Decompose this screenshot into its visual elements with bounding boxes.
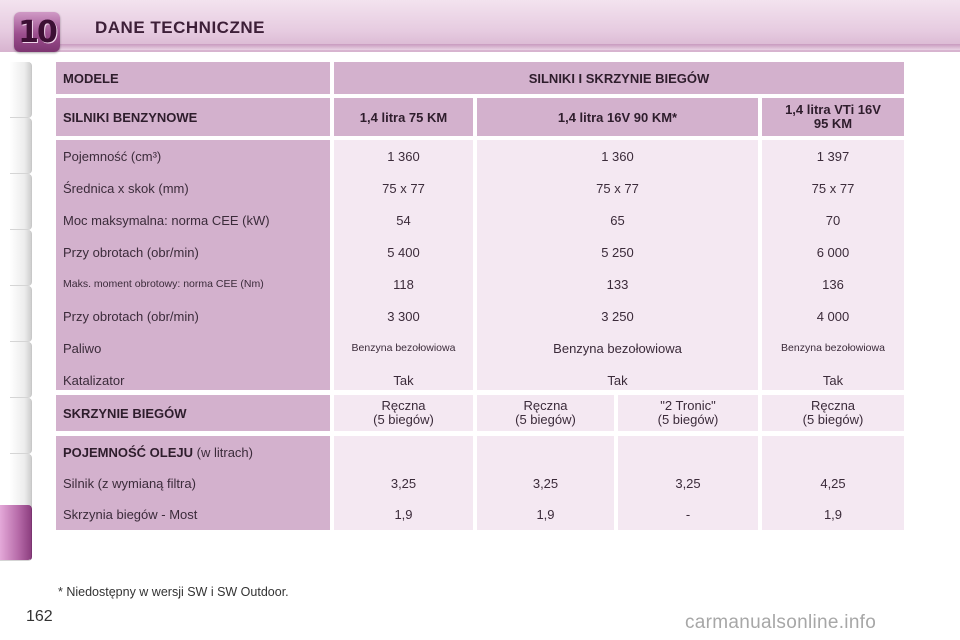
chapter-tab[interactable] — [10, 342, 32, 398]
chapter-tab[interactable] — [10, 174, 32, 230]
gearbox-value — [762, 395, 904, 431]
spec-values-engine-2 — [477, 140, 758, 390]
chapter-tab[interactable] — [10, 398, 32, 454]
oil-values-col-1 — [334, 436, 473, 530]
gearbox-type: Ręczna — [810, 398, 856, 413]
oil-capacity-block — [56, 436, 904, 530]
engine-column-3-line2: 95 KM — [813, 116, 853, 131]
oil-value: 4,25 — [820, 475, 846, 491]
spec-labels-column — [56, 140, 330, 390]
spec-label: Paliwo — [63, 340, 102, 356]
spec-value: 75 x 77 — [811, 180, 855, 196]
spec-label: Przy obrotach (obr/min) — [63, 244, 199, 260]
spec-value: Benzyna bezołowiowa — [553, 340, 682, 356]
chapter-tab[interactable] — [10, 230, 32, 286]
gearbox-type: "2 Tronic" — [660, 398, 716, 413]
engine-column-2: 1,4 litra 16V 90 KM* — [477, 98, 758, 136]
gearboxes-label: SKRZYNIE BIEGÓW — [56, 395, 330, 431]
oil-value: 3,25 — [390, 475, 417, 491]
spec-value: 1 360 — [387, 148, 420, 164]
gearbox-type: Ręczna — [381, 398, 426, 413]
spec-value: 5 400 — [387, 244, 420, 260]
oil-capacity-heading — [56, 436, 330, 468]
spec-label: Katalizator — [63, 372, 125, 388]
spec-value: 75 x 77 — [382, 180, 425, 196]
spec-values-engine-1 — [334, 140, 473, 390]
spec-value: Benzyna bezołowiowa — [781, 342, 885, 354]
oil-value: 1,9 — [536, 506, 555, 522]
engine-specs-block — [56, 140, 904, 390]
chapter-tab[interactable] — [10, 62, 32, 118]
spec-value: 3 300 — [387, 308, 420, 324]
spec-value: 1 397 — [816, 148, 850, 164]
oil-capacity-unit: (w litrach) — [193, 444, 253, 460]
spec-value: 1 360 — [601, 148, 634, 164]
petrol-engines-row — [56, 98, 904, 136]
gearbox-gears: (5 biegów) — [657, 412, 719, 427]
oil-value: 3,25 — [532, 475, 559, 491]
watermark: carmanualsonline.info — [685, 612, 877, 633]
oil-row-label: Skrzynia biegów - Most — [63, 506, 198, 522]
spec-label: Pojemność (cm³) — [63, 148, 162, 164]
gearbox-type: Ręczna — [523, 398, 568, 413]
petrol-engines-label: SILNIKI BENZYNOWE — [56, 98, 330, 136]
spec-value: 75 x 77 — [596, 180, 639, 196]
spec-value: 133 — [606, 276, 629, 292]
spec-label: Przy obrotach (obr/min) — [63, 308, 199, 324]
spec-value: 6 000 — [816, 244, 850, 260]
spec-value: 4 000 — [816, 308, 850, 324]
engine-column-3-line1: 1,4 litra VTi 16V — [785, 102, 881, 117]
chapter-tab[interactable] — [10, 286, 32, 342]
gearboxes-row — [56, 395, 904, 431]
spec-label: Maks. moment obrotowy: norma CEE (Nm) — [63, 278, 264, 290]
table-header-row — [56, 62, 904, 94]
oil-value: 1,9 — [823, 506, 843, 522]
spec-value: 3 250 — [601, 308, 634, 324]
chapter-tab[interactable] — [10, 454, 32, 510]
spec-label: Średnica x skok (mm) — [63, 180, 189, 196]
gearbox-gears: (5 biegów) — [802, 412, 864, 427]
gearbox-value — [334, 395, 473, 431]
oil-values-col-2 — [477, 436, 614, 530]
oil-labels-column — [56, 436, 330, 530]
chapter-side-tabs — [0, 62, 36, 577]
spec-label: Moc maksymalna: norma CEE (kW) — [63, 212, 270, 228]
chapter-number: 10 — [18, 14, 56, 50]
spec-value: 118 — [393, 276, 414, 292]
chapter-tab-active[interactable] — [0, 505, 32, 561]
oil-values-col-4 — [762, 436, 904, 530]
spec-value: Tak — [393, 372, 414, 388]
spec-value: 136 — [822, 276, 844, 292]
spec-value: 5 250 — [601, 244, 634, 260]
chapter-title: DANE TECHNICZNE — [95, 18, 265, 37]
spec-value: 65 — [610, 212, 625, 228]
chapter-tab[interactable] — [10, 118, 32, 174]
spec-value: 70 — [825, 212, 841, 228]
spec-value: Tak — [822, 372, 844, 388]
footnote: * Niedostępny w wersji SW i SW Outdoor. — [58, 585, 289, 599]
oil-value: 1,9 — [394, 506, 413, 522]
oil-capacity-title: POJEMNOŚĆ OLEJU — [63, 444, 194, 460]
models-header: MODELE — [56, 62, 330, 94]
spec-values-engine-3 — [762, 140, 904, 390]
spec-value: 54 — [396, 212, 411, 228]
gearbox-gears: (5 biegów) — [373, 412, 434, 427]
spec-value: Benzyna bezołowiowa — [351, 342, 456, 354]
page-number: 162 — [26, 608, 53, 625]
gearbox-value — [618, 395, 758, 431]
engine-column-1: 1,4 litra 75 KM — [334, 98, 473, 136]
spec-value: Tak — [607, 372, 628, 388]
chapter-number-badge — [14, 12, 60, 52]
gearbox-value — [477, 395, 614, 431]
engine-column-3 — [762, 98, 904, 136]
oil-value: 3,25 — [675, 475, 701, 491]
engines-gearboxes-header: SILNIKI I SKRZYNIE BIEGÓW — [334, 62, 904, 94]
oil-row-label: Silnik (z wymianą filtra) — [63, 475, 196, 491]
gearbox-gears: (5 biegów) — [515, 412, 576, 427]
oil-value: - — [685, 506, 691, 522]
oil-values-col-3 — [618, 436, 758, 530]
